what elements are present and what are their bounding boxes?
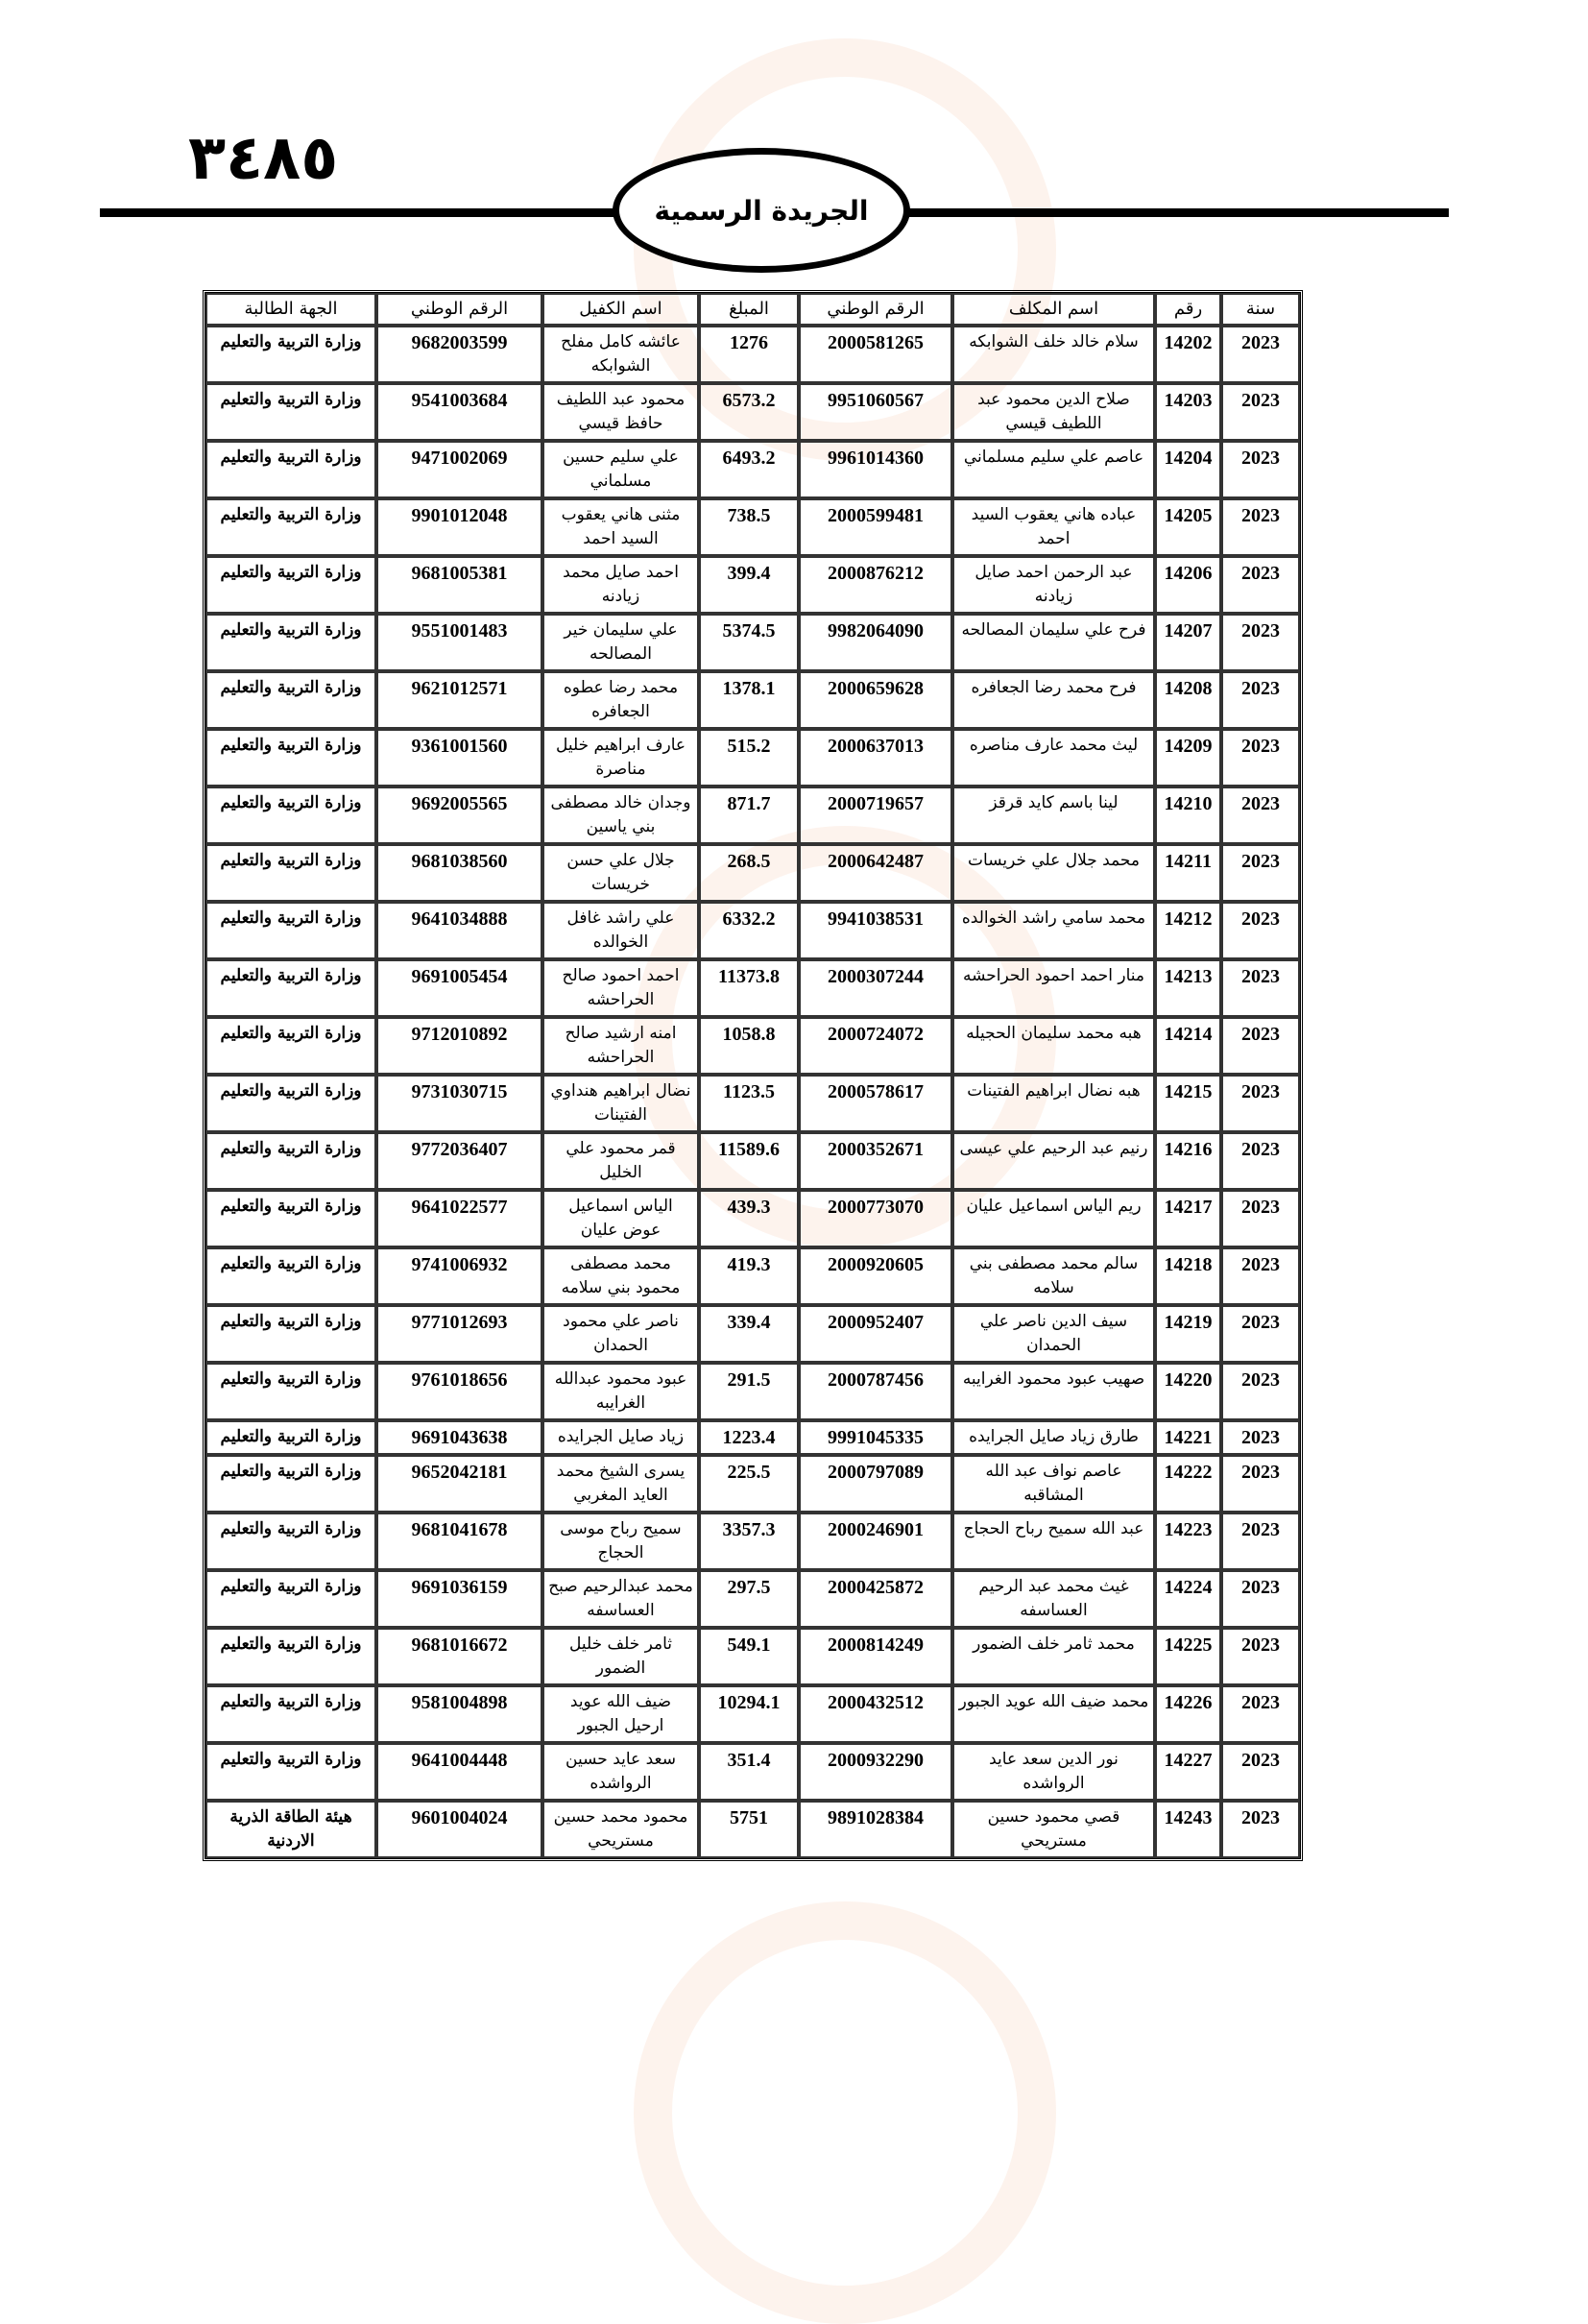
cell-debtor-name: نور الدين سعد عايد الرواشده	[952, 1743, 1155, 1801]
cell-guarantor-name: علي سليمان خير المصالحه	[542, 614, 699, 671]
cell-guarantor-name: محمود محمد حسين مستريحي	[542, 1801, 699, 1858]
cell-debtor-nid: 2000642487	[799, 844, 952, 902]
cell-year: 2023	[1221, 1075, 1300, 1132]
cell-debtor-nid: 2000876212	[799, 556, 952, 614]
cell-year: 2023	[1221, 498, 1300, 556]
cell-debtor-nid: 2000599481	[799, 498, 952, 556]
cell-number: 14224	[1155, 1570, 1221, 1628]
cell-requesting-body: وزارة التربية والتعليم	[205, 1190, 376, 1247]
cell-debtor-name: فرح علي سليمان المصالحه	[952, 614, 1155, 671]
cell-number: 14218	[1155, 1247, 1221, 1305]
table-row	[205, 844, 1300, 902]
col-guarantor-nid-header: الرقم الوطني	[376, 293, 542, 326]
cell-requesting-body: وزارة التربية والتعليم	[205, 671, 376, 729]
table-row	[205, 671, 1300, 729]
cell-year: 2023	[1221, 1017, 1300, 1075]
cell-debtor-name: فرح محمد رضا الجعافره	[952, 671, 1155, 729]
cell-requesting-body: وزارة التربية والتعليم	[205, 1513, 376, 1570]
cell-debtor-nid: 2000932290	[799, 1743, 952, 1801]
cell-year: 2023	[1221, 902, 1300, 959]
cell-guarantor-nid: 9712010892	[376, 1017, 542, 1075]
cell-amount: 399.4	[699, 556, 799, 614]
table-body	[205, 326, 1300, 1858]
cell-debtor-name: ريم الياس اسماعيل عليان	[952, 1190, 1155, 1247]
cell-guarantor-name: محمد مصطفى محمود بني سلامه	[542, 1247, 699, 1305]
cell-guarantor-nid: 9541003684	[376, 383, 542, 441]
table-row	[205, 556, 1300, 614]
cell-debtor-nid: 2000719657	[799, 787, 952, 844]
cell-number: 14226	[1155, 1685, 1221, 1743]
cell-debtor-nid: 9951060567	[799, 383, 952, 441]
cell-requesting-body: وزارة التربية والتعليم	[205, 1363, 376, 1420]
cell-debtor-nid: 9941038531	[799, 902, 952, 959]
cell-year: 2023	[1221, 1455, 1300, 1513]
cell-amount: 439.3	[699, 1190, 799, 1247]
col-amount-header: المبلغ	[699, 293, 799, 326]
cell-amount: 871.7	[699, 787, 799, 844]
cell-amount: 10294.1	[699, 1685, 799, 1743]
cell-amount: 351.4	[699, 1743, 799, 1801]
cell-year: 2023	[1221, 1513, 1300, 1570]
cell-amount: 6332.2	[699, 902, 799, 959]
cell-guarantor-nid: 9641022577	[376, 1190, 542, 1247]
cell-year: 2023	[1221, 441, 1300, 498]
cell-amount: 419.3	[699, 1247, 799, 1305]
page-number: ٣٤٨٥	[188, 123, 339, 194]
cell-requesting-body: هيئة الطاقة الذرية الاردنية	[205, 1801, 376, 1858]
cell-amount: 5751	[699, 1801, 799, 1858]
cell-debtor-nid: 2000773070	[799, 1190, 952, 1247]
table-row	[205, 1743, 1300, 1801]
cell-year: 2023	[1221, 1570, 1300, 1628]
cell-debtor-name: رنيم عبد الرحيم علي عيسى	[952, 1132, 1155, 1190]
cell-amount: 1276	[699, 326, 799, 383]
cell-debtor-name: عبد الرحمن احمد صايل زيادنه	[952, 556, 1155, 614]
cell-guarantor-nid: 9681038560	[376, 844, 542, 902]
cell-amount: 1223.4	[699, 1420, 799, 1455]
cell-number: 14211	[1155, 844, 1221, 902]
cell-debtor-name: عاصم علي سليم مسلماني	[952, 441, 1155, 498]
cell-guarantor-name: سميح رباح موسى الحجاج	[542, 1513, 699, 1570]
table-row	[205, 1513, 1300, 1570]
cell-year: 2023	[1221, 1685, 1300, 1743]
cell-amount: 291.5	[699, 1363, 799, 1420]
cell-debtor-name: محمد سامي راشد الخوالده	[952, 902, 1155, 959]
cell-year: 2023	[1221, 556, 1300, 614]
cell-guarantor-name: احمد احمود صالح الحراحشه	[542, 959, 699, 1017]
cell-guarantor-name: محمد عبدالرحيم صبح العساسفه	[542, 1570, 699, 1628]
cell-debtor-name: صهيب عبود محمود الغرايبه	[952, 1363, 1155, 1420]
cell-debtor-name: ليث محمد عارف مناصره	[952, 729, 1155, 787]
cell-number: 14214	[1155, 1017, 1221, 1075]
table-row	[205, 1075, 1300, 1132]
cell-guarantor-name: سعد عايد حسين الرواشده	[542, 1743, 699, 1801]
cell-amount: 11589.6	[699, 1132, 799, 1190]
table-row	[205, 1132, 1300, 1190]
cell-guarantor-nid: 9901012048	[376, 498, 542, 556]
cell-guarantor-nid: 9691036159	[376, 1570, 542, 1628]
cell-number: 14221	[1155, 1420, 1221, 1455]
cell-requesting-body: وزارة التربية والتعليم	[205, 1247, 376, 1305]
cell-year: 2023	[1221, 1305, 1300, 1363]
cell-requesting-body: وزارة التربية والتعليم	[205, 787, 376, 844]
cell-requesting-body: وزارة التربية والتعليم	[205, 1570, 376, 1628]
cell-amount: 268.5	[699, 844, 799, 902]
cell-year: 2023	[1221, 1132, 1300, 1190]
cell-year: 2023	[1221, 729, 1300, 787]
cell-requesting-body: وزارة التربية والتعليم	[205, 1455, 376, 1513]
cell-debtor-nid: 2000581265	[799, 326, 952, 383]
cell-guarantor-nid: 9581004898	[376, 1685, 542, 1743]
table-row	[205, 729, 1300, 787]
cell-year: 2023	[1221, 1190, 1300, 1247]
cell-debtor-name: منار احمد احمود الحراحشه	[952, 959, 1155, 1017]
cell-guarantor-nid: 9471002069	[376, 441, 542, 498]
cell-requesting-body: وزارة التربية والتعليم	[205, 498, 376, 556]
table-header-row	[205, 293, 1300, 326]
cell-number: 14227	[1155, 1743, 1221, 1801]
cell-debtor-nid: 2000432512	[799, 1685, 952, 1743]
table-row	[205, 1628, 1300, 1685]
cell-year: 2023	[1221, 326, 1300, 383]
cell-guarantor-name: قمر محمود علي الخليل	[542, 1132, 699, 1190]
cell-number: 14215	[1155, 1075, 1221, 1132]
cell-requesting-body: وزارة التربية والتعليم	[205, 614, 376, 671]
cell-guarantor-nid: 9692005565	[376, 787, 542, 844]
cell-guarantor-nid: 9731030715	[376, 1075, 542, 1132]
table-row	[205, 787, 1300, 844]
cell-year: 2023	[1221, 844, 1300, 902]
cell-debtor-nid: 2000952407	[799, 1305, 952, 1363]
table-row	[205, 383, 1300, 441]
cell-requesting-body: وزارة التربية والتعليم	[205, 1017, 376, 1075]
cell-guarantor-nid: 9691043638	[376, 1420, 542, 1455]
cell-guarantor-nid: 9641004448	[376, 1743, 542, 1801]
cell-requesting-body: وزارة التربية والتعليم	[205, 844, 376, 902]
cell-debtor-name: طارق زياد صايل الجرايده	[952, 1420, 1155, 1455]
cell-guarantor-name: عائشه كامل مفلح الشوابكه	[542, 326, 699, 383]
cell-debtor-nid: 2000797089	[799, 1455, 952, 1513]
cell-debtor-name: سلام خالد خلف الشوابكه	[952, 326, 1155, 383]
table-row	[205, 1570, 1300, 1628]
cell-number: 14213	[1155, 959, 1221, 1017]
cell-debtor-nid: 9991045335	[799, 1420, 952, 1455]
cell-guarantor-nid: 9621012571	[376, 671, 542, 729]
cell-requesting-body: وزارة التربية والتعليم	[205, 1685, 376, 1743]
cell-amount: 11373.8	[699, 959, 799, 1017]
cell-guarantor-name: ناصر علي محمود الحمدان	[542, 1305, 699, 1363]
cell-guarantor-nid: 9691005454	[376, 959, 542, 1017]
cell-guarantor-name: جلال علي حسن خريسات	[542, 844, 699, 902]
table-row	[205, 441, 1300, 498]
table-row	[205, 1685, 1300, 1743]
col-debtor-nid-header: الرقم الوطني	[799, 293, 952, 326]
cell-guarantor-name: عارف ابراهيم خليل مناصرة	[542, 729, 699, 787]
cell-number: 14207	[1155, 614, 1221, 671]
table-row	[205, 1363, 1300, 1420]
cell-year: 2023	[1221, 959, 1300, 1017]
cell-debtor-name: سيف الدين ناصر علي الحمدان	[952, 1305, 1155, 1363]
cell-guarantor-name: علي سليم حسين مسلماني	[542, 441, 699, 498]
cell-year: 2023	[1221, 614, 1300, 671]
cell-guarantor-name: محمد رضا عطوه الجعافره	[542, 671, 699, 729]
cell-debtor-name: لينا باسم كايد قرقز	[952, 787, 1155, 844]
cell-number: 14219	[1155, 1305, 1221, 1363]
cell-debtor-nid: 2000724072	[799, 1017, 952, 1075]
cell-debtor-name: قصي محمود حسين مستريحي	[952, 1801, 1155, 1858]
cell-guarantor-nid: 9682003599	[376, 326, 542, 383]
cell-debtor-nid: 2000246901	[799, 1513, 952, 1570]
cell-number: 14222	[1155, 1455, 1221, 1513]
table-row	[205, 1420, 1300, 1455]
cell-number: 14225	[1155, 1628, 1221, 1685]
cell-amount: 549.1	[699, 1628, 799, 1685]
cell-guarantor-nid: 9681041678	[376, 1513, 542, 1570]
table-row	[205, 614, 1300, 671]
table-row	[205, 1190, 1300, 1247]
cell-requesting-body: وزارة التربية والتعليم	[205, 1132, 376, 1190]
cell-guarantor-name: احمد صايل محمد زيادنه	[542, 556, 699, 614]
cell-amount: 515.2	[699, 729, 799, 787]
cell-amount: 225.5	[699, 1455, 799, 1513]
cell-guarantor-name: الياس اسماعيل عوض عليان	[542, 1190, 699, 1247]
cell-debtor-nid: 2000352671	[799, 1132, 952, 1190]
cell-year: 2023	[1221, 1628, 1300, 1685]
cell-debtor-nid: 9982064090	[799, 614, 952, 671]
cell-requesting-body: وزارة التربية والتعليم	[205, 959, 376, 1017]
cell-amount: 339.4	[699, 1305, 799, 1363]
cell-debtor-name: محمد ضيف الله عويد الجبور	[952, 1685, 1155, 1743]
cell-guarantor-name: محمود عبد اللطيف حافظ قيسي	[542, 383, 699, 441]
cell-debtor-nid: 9961014360	[799, 441, 952, 498]
cell-number: 14203	[1155, 383, 1221, 441]
cell-requesting-body: وزارة التربية والتعليم	[205, 383, 376, 441]
cell-requesting-body: وزارة التربية والتعليم	[205, 1305, 376, 1363]
cell-guarantor-nid: 9761018656	[376, 1363, 542, 1420]
cell-requesting-body: وزارة التربية والتعليم	[205, 441, 376, 498]
col-year-header: سنة	[1221, 293, 1300, 326]
cell-amount: 5374.5	[699, 614, 799, 671]
cell-debtor-nid: 9891028384	[799, 1801, 952, 1858]
cell-debtor-nid: 2000307244	[799, 959, 952, 1017]
cell-amount: 1123.5	[699, 1075, 799, 1132]
cell-amount: 6573.2	[699, 383, 799, 441]
cell-debtor-name: صلاح الدين محمود عبد اللطيف قيسي	[952, 383, 1155, 441]
cell-number: 14243	[1155, 1801, 1221, 1858]
col-requesting-body-header: الجهة الطالبة	[205, 293, 376, 326]
cell-guarantor-name: زياد صايل الجرايده	[542, 1420, 699, 1455]
table-row	[205, 1801, 1300, 1858]
cell-guarantor-nid: 9681016672	[376, 1628, 542, 1685]
cell-amount: 3357.3	[699, 1513, 799, 1570]
cell-amount: 1378.1	[699, 671, 799, 729]
cell-debtor-name: عباده هاني يعقوب السيد احمد	[952, 498, 1155, 556]
cell-requesting-body: وزارة التربية والتعليم	[205, 729, 376, 787]
cell-guarantor-name: مثنى هاني يعقوب السيد احمد	[542, 498, 699, 556]
cell-year: 2023	[1221, 1363, 1300, 1420]
cell-year: 2023	[1221, 787, 1300, 844]
cell-guarantor-nid: 9772036407	[376, 1132, 542, 1190]
cell-debtor-name: محمد ثامر خلف الضمور	[952, 1628, 1155, 1685]
cell-amount: 738.5	[699, 498, 799, 556]
cell-guarantor-nid: 9681005381	[376, 556, 542, 614]
cell-number: 14217	[1155, 1190, 1221, 1247]
cell-number: 14206	[1155, 556, 1221, 614]
cell-number: 14220	[1155, 1363, 1221, 1420]
cell-guarantor-nid: 9601004024	[376, 1801, 542, 1858]
cell-guarantor-nid: 9741006932	[376, 1247, 542, 1305]
cell-debtor-nid: 2000637013	[799, 729, 952, 787]
cell-guarantor-name: علي راشد غافل الخوالده	[542, 902, 699, 959]
cell-requesting-body: وزارة التربية والتعليم	[205, 556, 376, 614]
cell-debtor-name: محمد جلال علي خريسات	[952, 844, 1155, 902]
cell-requesting-body: وزارة التربية والتعليم	[205, 902, 376, 959]
cell-guarantor-nid: 9641034888	[376, 902, 542, 959]
cell-number: 14209	[1155, 729, 1221, 787]
cell-requesting-body: وزارة التربية والتعليم	[205, 1420, 376, 1455]
cell-debtor-name: غيث محمد عبد الرحيم العساسفه	[952, 1570, 1155, 1628]
table-row	[205, 1017, 1300, 1075]
col-guarantor-name-header: اسم الكفيل	[542, 293, 699, 326]
cell-number: 14212	[1155, 902, 1221, 959]
cell-debtor-name: هبه محمد سليمان الحجيله	[952, 1017, 1155, 1075]
cell-guarantor-nid: 9652042181	[376, 1455, 542, 1513]
table-row	[205, 902, 1300, 959]
col-debtor-name-header: اسم المكلف	[952, 293, 1155, 326]
cell-requesting-body: وزارة التربية والتعليم	[205, 326, 376, 383]
gazette-title: الجريدة الرسمية	[654, 194, 869, 227]
cell-amount: 6493.2	[699, 441, 799, 498]
cell-year: 2023	[1221, 671, 1300, 729]
cell-year: 2023	[1221, 383, 1300, 441]
table-row	[205, 959, 1300, 1017]
cell-number: 14208	[1155, 671, 1221, 729]
cell-debtor-name: سالم محمد مصطفى بني سلامه	[952, 1247, 1155, 1305]
table-row	[205, 1247, 1300, 1305]
cell-debtor-name: هبه نضال ابراهيم الفتينات	[952, 1075, 1155, 1132]
table-row	[205, 1305, 1300, 1363]
cell-guarantor-name: ضيف الله عويد ارحيل الجبور	[542, 1685, 699, 1743]
cell-guarantor-name: امنه ارشيد صالح الحراحشه	[542, 1017, 699, 1075]
cell-requesting-body: وزارة التربية والتعليم	[205, 1075, 376, 1132]
cell-debtor-name: عاصم نواف عبد الله المشاقبه	[952, 1455, 1155, 1513]
cell-number: 14216	[1155, 1132, 1221, 1190]
cell-requesting-body: وزارة التربية والتعليم	[205, 1628, 376, 1685]
debt-table	[203, 290, 1303, 1861]
cell-year: 2023	[1221, 1801, 1300, 1858]
cell-number: 14210	[1155, 787, 1221, 844]
cell-debtor-nid: 2000920605	[799, 1247, 952, 1305]
cell-amount: 297.5	[699, 1570, 799, 1628]
cell-guarantor-name: يسرى الشيخ محمد العايد المغربي	[542, 1455, 699, 1513]
cell-amount: 1058.8	[699, 1017, 799, 1075]
cell-number: 14205	[1155, 498, 1221, 556]
cell-debtor-nid: 2000659628	[799, 671, 952, 729]
header-oval	[613, 148, 910, 273]
cell-debtor-nid: 2000425872	[799, 1570, 952, 1628]
cell-guarantor-nid: 9361001560	[376, 729, 542, 787]
cell-debtor-nid: 2000814249	[799, 1628, 952, 1685]
cell-number: 14202	[1155, 326, 1221, 383]
col-number-header: رقم	[1155, 293, 1221, 326]
cell-year: 2023	[1221, 1743, 1300, 1801]
cell-guarantor-nid: 9771012693	[376, 1305, 542, 1363]
cell-guarantor-nid: 9551001483	[376, 614, 542, 671]
watermark-ring-bottom	[634, 1901, 1056, 2324]
cell-number: 14223	[1155, 1513, 1221, 1570]
cell-debtor-nid: 2000787456	[799, 1363, 952, 1420]
debt-table-container	[203, 290, 1297, 1861]
cell-guarantor-name: نضال ابراهيم هنداوي الفتينات	[542, 1075, 699, 1132]
cell-debtor-nid: 2000578617	[799, 1075, 952, 1132]
cell-guarantor-name: ثامر خلف خليل الضمور	[542, 1628, 699, 1685]
cell-debtor-name: عبد الله سميح رباح الحجاج	[952, 1513, 1155, 1570]
table-row	[205, 1455, 1300, 1513]
table-row	[205, 326, 1300, 383]
cell-year: 2023	[1221, 1247, 1300, 1305]
cell-requesting-body: وزارة التربية والتعليم	[205, 1743, 376, 1801]
cell-guarantor-name: عبود محمود عبدالله الغرايبه	[542, 1363, 699, 1420]
cell-number: 14204	[1155, 441, 1221, 498]
table-row	[205, 498, 1300, 556]
cell-guarantor-name: وجدان خالد مصطفى بني ياسين	[542, 787, 699, 844]
cell-year: 2023	[1221, 1420, 1300, 1455]
